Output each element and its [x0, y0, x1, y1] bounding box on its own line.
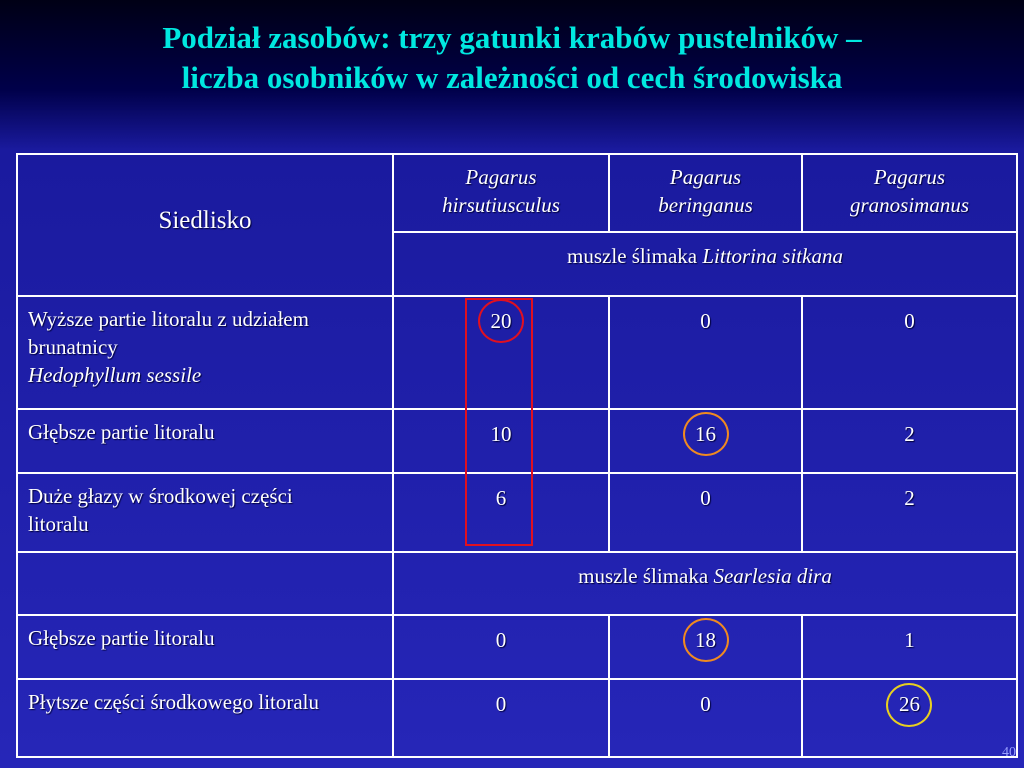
row-label [18, 297, 392, 389]
value-cell: 0 [700, 692, 711, 716]
table-border-left [16, 153, 18, 758]
value-cell: 0 [495, 628, 507, 652]
value-cell: 10 [490, 422, 512, 446]
row-label-text: Wyższe partie litoralu z udziałem brunatnicy [28, 307, 309, 359]
value-cell: 0 [700, 486, 711, 510]
value-cell: 20 [490, 309, 512, 333]
table-rule [393, 231, 1018, 233]
row-label-species: Hedophyllum sessile [28, 363, 202, 387]
group-prefix: muszle ślimaka [567, 244, 698, 268]
value-cell: 0 [495, 692, 507, 716]
table-rule [16, 551, 1018, 553]
value-cell: 0 [904, 309, 915, 333]
highlight-circle-orange [683, 412, 729, 456]
value-cell: 1 [904, 628, 915, 652]
species-epithet: hirsutiusculus [442, 193, 560, 217]
species-epithet: granosimanus [849, 193, 970, 217]
species-epithet: beringanus [658, 193, 753, 217]
highlight-circle-orange [683, 618, 729, 662]
value-cell: 6 [495, 486, 507, 510]
group-header-littorina [394, 242, 1016, 270]
value-cell: 16 [695, 422, 716, 446]
value-cell: 2 [904, 422, 915, 446]
title-line-2: liczba osobników w zależności od cech środowiska [181, 60, 843, 95]
species-genus: Pagarus [669, 165, 742, 189]
species-header-2 [610, 155, 801, 219]
row-label: Duże głazy w środkowej części litoralu [28, 484, 293, 536]
group-species: Littorina sitkana [702, 244, 843, 268]
row-label: Głębsze partie litoralu [28, 626, 215, 650]
row-label: Głębsze partie litoralu [28, 420, 215, 444]
value-cell: 26 [899, 692, 920, 716]
group-species: Searlesia dira [713, 564, 832, 588]
group-header-searlesia [394, 562, 1016, 590]
title-line-1: Podział zasobów: trzy gatunki krabów pustelników – [162, 20, 862, 55]
page-number: 40 [1002, 745, 1016, 760]
row-label: Płytsze części środkowego litoralu [28, 690, 320, 714]
habitat-header: Siedlisko [158, 207, 252, 234]
table-border-right [1016, 153, 1018, 758]
species-header-3 [803, 155, 1016, 219]
group-prefix: muszle ślimaka [578, 564, 709, 588]
value-cell: 0 [700, 309, 711, 333]
species-genus: Pagarus [873, 165, 946, 189]
highlight-circle-red [478, 299, 524, 343]
highlight-circle-yellow [886, 683, 932, 727]
species-header-1 [394, 155, 608, 219]
value-cell: 2 [904, 486, 915, 510]
table-border-bottom [16, 756, 1018, 758]
species-genus: Pagarus [465, 165, 537, 189]
value-cell: 18 [695, 628, 716, 652]
